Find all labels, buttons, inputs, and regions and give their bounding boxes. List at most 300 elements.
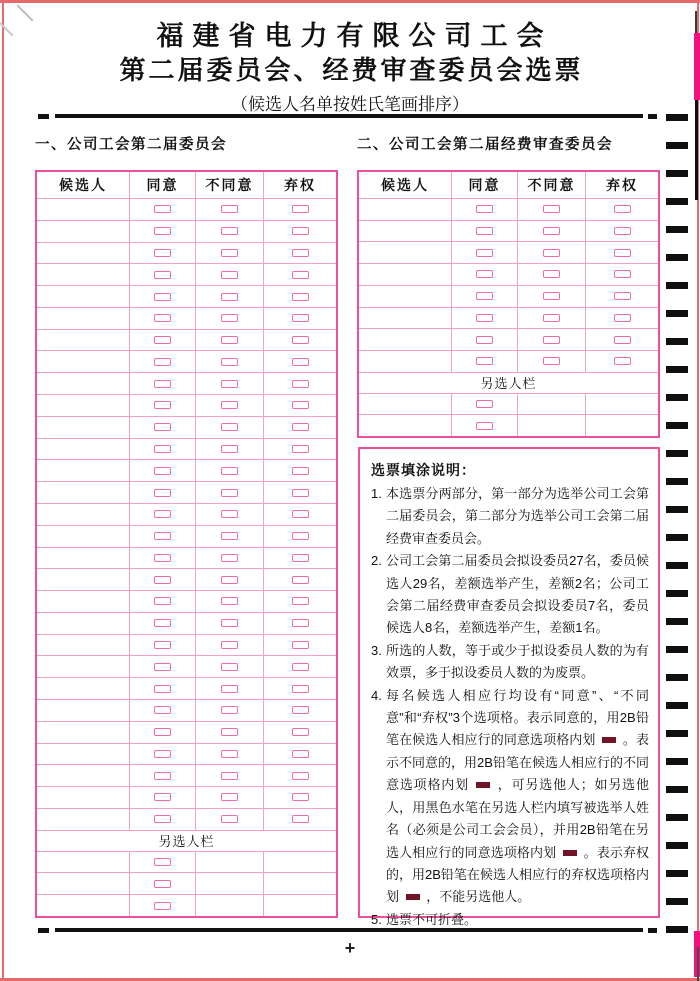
vote-box-abstain[interactable] (292, 205, 309, 213)
vote-box-disagree[interactable] (221, 401, 238, 409)
write-in-section-label: 另选人栏 (359, 373, 658, 394)
vote-box-abstain[interactable] (292, 510, 309, 518)
vote-box-agree[interactable] (476, 422, 493, 430)
section1-heading: 一、公司工会第二届委员会 (35, 137, 227, 153)
vote-option-cell (130, 722, 196, 743)
vote-option-cell (130, 351, 196, 372)
write-in-name-cell[interactable] (37, 895, 130, 916)
vote-box-agree[interactable] (154, 619, 171, 627)
ballot-title-line1: 福建省电力有限公司工会 (156, 21, 553, 51)
empty-cell (196, 895, 264, 916)
vote-option-cell (586, 242, 658, 263)
vote-option-cell (264, 526, 336, 547)
vote-box-agree[interactable] (154, 336, 171, 344)
vote-box-agree[interactable] (154, 772, 171, 780)
vote-box-abstain[interactable] (292, 380, 309, 388)
vote-option-cell (130, 678, 196, 699)
vote-box-abstain[interactable] (614, 314, 631, 322)
vote-box-agree[interactable] (154, 358, 171, 366)
instruction-text: 本选票分两部分，第一部分为选举公司工会第二届委员会，第二部分为选举公司工会第二届经费审查委员会。 (386, 486, 649, 546)
vote-option-cell (264, 656, 336, 677)
vote-option-cell (586, 286, 658, 307)
vote-box-abstain[interactable] (614, 227, 631, 235)
candidate-name-cell (37, 569, 130, 590)
candidate-row (37, 221, 336, 243)
vote-option-cell (518, 264, 586, 285)
vote-box-agree[interactable] (476, 227, 493, 235)
empty-cell (518, 394, 586, 415)
vote-box-agree[interactable] (154, 532, 171, 540)
candidate-row (37, 330, 336, 352)
vote-box-abstain[interactable] (614, 249, 631, 257)
separator-dash (38, 928, 49, 933)
candidate-row (37, 744, 336, 766)
vote-option-cell (196, 221, 264, 242)
vote-box-disagree[interactable] (543, 270, 560, 278)
vote-box-disagree[interactable] (221, 314, 238, 322)
vote-box-agree[interactable] (154, 271, 171, 279)
instruction-text: 所选的人数，等于或少于拟设委员人数的为有效票，多于拟设委员人数的为废票。 (386, 642, 649, 681)
instruction-text: 每名候选人相应行均设有“同意”、“不同意”和“弃权”3个选项格。表示同意的，用2B铅笔在候选人相应行的同意选项格内划 。表示不同意的，用2B铅笔在候选人相应行的不同意选项格内划 ，可另选他人；如另选他人，用黑色水笔在另选人栏内填写被选举人姓名（必须是公司工会会员），并用2B铅笔在另选人相应行的同意选项格内划 。表示弃权的，用2B铅笔在候选人相应行的弃权选项格内划 ，不能另选他人。 (386, 687, 649, 905)
vote-option-cell (130, 330, 196, 351)
vote-box-abstain[interactable] (292, 619, 309, 627)
vote-box-agree[interactable] (154, 489, 171, 497)
candidate-name-cell (37, 439, 130, 460)
vote-option-cell (130, 656, 196, 677)
vote-option-cell (130, 635, 196, 656)
instruction-number: 5. (371, 911, 382, 927)
vote-box-abstain[interactable] (292, 445, 309, 453)
candidate-name-cell (37, 330, 130, 351)
vote-option-cell (452, 415, 518, 436)
vote-box-agree[interactable] (154, 750, 171, 758)
candidate-name-cell (37, 700, 130, 721)
empty-cell (264, 852, 336, 873)
vote-option-cell (452, 199, 518, 220)
vote-box-agree[interactable] (476, 400, 493, 408)
vote-box-abstain[interactable] (614, 336, 631, 344)
vote-option-cell (196, 613, 264, 634)
binding-tear-marks (666, 114, 688, 940)
column-header: 弃权 (606, 177, 638, 193)
vote-box-abstain[interactable] (292, 772, 309, 780)
candidate-row (37, 635, 336, 657)
candidate-row (359, 199, 658, 221)
candidate-name-cell (37, 351, 130, 372)
vote-option-cell (130, 460, 196, 481)
column-header: 不同意 (196, 172, 264, 198)
candidate-row (37, 591, 336, 613)
vote-option-cell (452, 242, 518, 263)
candidate-row (359, 221, 658, 243)
candidate-row (37, 373, 336, 395)
vote-box-abstain[interactable] (292, 467, 309, 475)
vote-box-abstain[interactable] (292, 358, 309, 366)
write-in-row (37, 895, 336, 916)
vote-box-disagree[interactable] (543, 357, 560, 365)
ballot-title-line2: 第二届委员会、经费审查委员会选票 (119, 55, 584, 85)
instructions-panel (358, 447, 660, 927)
vote-box-abstain[interactable] (292, 249, 309, 257)
filled-mark-icon (563, 850, 577, 856)
vote-box-abstain[interactable] (292, 815, 309, 823)
vote-box-agree[interactable] (154, 249, 171, 257)
vote-box-disagree[interactable] (221, 619, 238, 627)
vote-box-disagree[interactable] (221, 467, 238, 475)
vote-option-cell (196, 591, 264, 612)
vote-option-cell (130, 873, 196, 894)
vote-option-cell (452, 329, 518, 350)
instruction-number: 1. (371, 486, 382, 501)
candidate-row (37, 722, 336, 744)
vote-option-cell (130, 395, 196, 416)
committee-vote-table (35, 170, 338, 918)
candidate-row (37, 700, 336, 722)
vote-box-abstain[interactable] (292, 314, 309, 322)
vote-option-cell (264, 395, 336, 416)
vote-box-agree[interactable] (154, 554, 171, 562)
vote-option-cell (196, 351, 264, 372)
separator-line (55, 114, 643, 118)
vote-option-cell (196, 656, 264, 677)
candidate-name-cell (37, 504, 130, 525)
vote-box-agree[interactable] (154, 597, 171, 605)
vote-box-disagree[interactable] (221, 249, 238, 257)
vote-option-cell (196, 787, 264, 808)
vote-option-cell (452, 308, 518, 329)
empty-cell (196, 852, 264, 873)
candidate-row (37, 526, 336, 548)
vote-box-abstain[interactable] (292, 532, 309, 540)
vote-box-abstain[interactable] (292, 576, 309, 584)
instruction-text: 公司工会第二届委员会拟设委员27名，委员候选人29名，差额选举产生，差额2名；公司工会第二届经费审查委员会拟设委员7名，委员候选人8名，差额选举产生，差额1名。 (386, 553, 649, 636)
candidate-name-cell (359, 264, 452, 285)
vote-box-abstain[interactable] (614, 357, 631, 365)
instructions-list (371, 483, 649, 931)
vote-box-disagree[interactable] (221, 706, 238, 714)
vote-option-cell (196, 439, 264, 460)
vote-box-agree[interactable] (154, 815, 171, 823)
vote-box-agree[interactable] (476, 336, 493, 344)
vote-box-agree[interactable] (154, 902, 171, 910)
write-in-name-cell[interactable] (359, 394, 452, 415)
vote-box-agree[interactable] (154, 793, 171, 801)
vote-box-abstain[interactable] (292, 663, 309, 671)
vote-box-disagree[interactable] (221, 271, 238, 279)
vote-box-abstain[interactable] (292, 271, 309, 279)
vote-box-disagree[interactable] (543, 249, 560, 257)
candidate-row (37, 243, 336, 265)
vote-box-disagree[interactable] (543, 314, 560, 322)
vote-box-disagree[interactable] (221, 772, 238, 780)
column-header: 弃权 (284, 177, 316, 193)
vote-option-cell (264, 308, 336, 329)
instruction-text: 选票不可折叠。 (386, 911, 478, 927)
vote-option-cell (452, 394, 518, 415)
candidate-name-cell (359, 308, 452, 329)
candidate-row (37, 264, 336, 286)
empty-cell (264, 873, 336, 894)
vote-box-disagree[interactable] (543, 336, 560, 344)
vote-box-abstain[interactable] (614, 270, 631, 278)
vote-box-disagree[interactable] (221, 336, 238, 344)
vote-option-cell (586, 329, 658, 350)
vote-box-agree[interactable] (476, 249, 493, 257)
vote-option-cell (130, 199, 196, 220)
vote-option-cell (196, 330, 264, 351)
vote-box-agree[interactable] (154, 706, 171, 714)
vote-box-agree[interactable] (154, 467, 171, 475)
vote-option-cell (264, 613, 336, 634)
vote-box-abstain[interactable] (292, 336, 309, 344)
candidate-row (37, 395, 336, 417)
candidate-row (37, 417, 336, 439)
vote-box-agree[interactable] (476, 205, 493, 213)
vote-box-abstain[interactable] (292, 554, 309, 562)
vote-box-disagree[interactable] (543, 227, 560, 235)
vote-option-cell (264, 482, 336, 503)
vote-box-disagree[interactable] (221, 576, 238, 584)
vote-option-cell (518, 286, 586, 307)
vote-option-cell (130, 744, 196, 765)
vote-option-cell (518, 329, 586, 350)
empty-cell (196, 873, 264, 894)
instructions-title: 选票填涂说明： (371, 462, 476, 478)
vote-box-disagree[interactable] (221, 510, 238, 518)
instruction-item (371, 640, 649, 685)
vote-box-disagree[interactable] (221, 293, 238, 301)
vote-box-agree[interactable] (154, 858, 171, 866)
candidate-name-cell (37, 373, 130, 394)
vote-option-cell (196, 417, 264, 438)
vote-box-abstain[interactable] (292, 706, 309, 714)
empty-cell (264, 895, 336, 916)
vote-option-cell (196, 460, 264, 481)
write-in-name-cell[interactable] (359, 415, 452, 436)
vote-box-agree[interactable] (154, 663, 171, 671)
vote-option-cell (196, 635, 264, 656)
vote-box-disagree[interactable] (221, 227, 238, 235)
section2-heading: 二、公司工会第二届经费审查委员会 (357, 137, 613, 153)
candidate-name-cell (37, 460, 130, 481)
candidate-name-cell (37, 199, 130, 220)
vote-option-cell (130, 569, 196, 590)
vote-option-cell (130, 439, 196, 460)
vote-box-abstain[interactable] (292, 489, 309, 497)
vote-box-abstain[interactable] (292, 750, 309, 758)
write-in-row (37, 873, 336, 895)
vote-box-disagree[interactable] (221, 750, 238, 758)
vote-box-disagree[interactable] (221, 380, 238, 388)
vote-option-cell (130, 895, 196, 916)
vote-option-cell (130, 264, 196, 285)
candidate-name-cell (37, 526, 130, 547)
candidate-row (37, 504, 336, 526)
vote-box-disagree[interactable] (221, 423, 238, 431)
candidate-name-cell (37, 221, 130, 242)
vote-box-disagree[interactable] (221, 554, 238, 562)
candidate-row (359, 264, 658, 286)
vote-box-agree[interactable] (154, 445, 171, 453)
candidate-row (359, 329, 658, 351)
vote-box-agree[interactable] (154, 641, 171, 649)
vote-option-cell (130, 548, 196, 569)
vote-box-abstain[interactable] (292, 728, 309, 736)
vote-option-cell (130, 286, 196, 307)
vote-box-disagree[interactable] (543, 292, 560, 300)
vote-box-disagree[interactable] (221, 728, 238, 736)
separator-dash (648, 928, 657, 933)
vote-box-disagree[interactable] (221, 685, 238, 693)
candidate-row (37, 351, 336, 373)
vote-box-disagree[interactable] (221, 445, 238, 453)
vote-box-disagree[interactable] (221, 663, 238, 671)
empty-cell (518, 415, 586, 436)
vote-option-cell (264, 548, 336, 569)
vote-option-cell (196, 526, 264, 547)
candidate-name-cell (359, 351, 452, 372)
vote-box-disagree[interactable] (221, 532, 238, 540)
vote-box-abstain[interactable] (292, 685, 309, 693)
audit-committee-vote-table (357, 170, 660, 438)
filled-mark-icon (406, 894, 420, 900)
vote-option-cell (264, 722, 336, 743)
vote-option-cell (452, 351, 518, 372)
vote-box-disagree[interactable] (221, 358, 238, 366)
column-header: 同意 (130, 172, 196, 198)
vote-option-cell (586, 221, 658, 242)
vote-option-cell (264, 199, 336, 220)
candidate-name-cell (37, 656, 130, 677)
vote-option-cell (196, 678, 264, 699)
write-in-row (37, 852, 336, 874)
vote-option-cell (130, 852, 196, 873)
vote-option-cell (196, 722, 264, 743)
vote-option-cell (264, 809, 336, 830)
vote-box-abstain[interactable] (292, 401, 309, 409)
candidate-name-cell (37, 482, 130, 503)
vote-box-agree[interactable] (154, 380, 171, 388)
vote-option-cell (130, 526, 196, 547)
vote-box-abstain[interactable] (614, 205, 631, 213)
vote-option-cell (452, 264, 518, 285)
vote-option-cell (130, 809, 196, 830)
vote-option-cell (264, 787, 336, 808)
vote-option-cell (196, 482, 264, 503)
vote-option-cell (452, 286, 518, 307)
candidate-name-cell (37, 613, 130, 634)
candidate-row (359, 308, 658, 330)
vote-box-abstain[interactable] (292, 293, 309, 301)
vote-option-cell (518, 221, 586, 242)
candidate-name-cell (359, 329, 452, 350)
vote-option-cell (196, 700, 264, 721)
vote-box-agree[interactable] (154, 880, 171, 888)
vote-box-agree[interactable] (154, 401, 171, 409)
vote-box-disagree[interactable] (221, 489, 238, 497)
candidate-row (37, 613, 336, 635)
write-in-section-label: 另选人栏 (37, 831, 336, 852)
write-in-name-cell[interactable] (37, 873, 130, 894)
vote-box-agree[interactable] (154, 314, 171, 322)
vote-option-cell (264, 744, 336, 765)
candidate-row (37, 439, 336, 461)
candidate-name-cell (37, 548, 130, 569)
vote-option-cell (586, 264, 658, 285)
vote-option-cell (130, 243, 196, 264)
vote-box-agree[interactable] (154, 576, 171, 584)
table-header-row (359, 172, 658, 199)
vote-option-cell (130, 308, 196, 329)
vote-box-agree[interactable] (154, 728, 171, 736)
vote-box-disagree[interactable] (221, 597, 238, 605)
vote-box-abstain[interactable] (292, 597, 309, 605)
vote-option-cell (264, 678, 336, 699)
vote-box-agree[interactable] (476, 270, 493, 278)
vote-box-disagree[interactable] (221, 793, 238, 801)
vote-option-cell (264, 264, 336, 285)
candidate-row (359, 351, 658, 373)
vote-box-agree[interactable] (154, 510, 171, 518)
vote-box-agree[interactable] (154, 205, 171, 213)
vote-box-disagree[interactable] (221, 205, 238, 213)
candidate-name-cell (37, 243, 130, 264)
vote-box-agree[interactable] (154, 227, 171, 235)
vote-option-cell (264, 221, 336, 242)
write-in-name-cell[interactable] (37, 852, 130, 873)
vote-box-agree[interactable] (476, 357, 493, 365)
vote-option-cell (518, 242, 586, 263)
vote-option-cell (196, 765, 264, 786)
vote-option-cell (452, 221, 518, 242)
vote-option-cell (196, 809, 264, 830)
vote-box-abstain[interactable] (292, 793, 309, 801)
vote-option-cell (264, 635, 336, 656)
vote-box-agree[interactable] (154, 423, 171, 431)
candidate-name-cell (359, 221, 452, 242)
vote-box-disagree[interactable] (221, 641, 238, 649)
instruction-number: 4. (371, 687, 382, 703)
vote-option-cell (264, 460, 336, 481)
vote-box-abstain[interactable] (614, 292, 631, 300)
candidate-row (37, 199, 336, 221)
vote-box-disagree[interactable] (221, 815, 238, 823)
vote-box-abstain[interactable] (292, 227, 309, 235)
vote-option-cell (196, 504, 264, 525)
vote-box-agree[interactable] (154, 293, 171, 301)
write-in-row (359, 415, 658, 436)
vote-option-cell (130, 373, 196, 394)
instruction-number: 2. (371, 553, 382, 569)
candidate-row (37, 787, 336, 809)
vote-box-abstain[interactable] (292, 423, 309, 431)
candidate-name-cell (37, 264, 130, 285)
vote-option-cell (264, 417, 336, 438)
vote-box-agree[interactable] (154, 685, 171, 693)
filled-mark-icon (476, 782, 490, 788)
vote-option-cell (264, 504, 336, 525)
vote-box-abstain[interactable] (292, 641, 309, 649)
vote-box-agree[interactable] (476, 292, 493, 300)
vote-option-cell (196, 199, 264, 220)
column-header: 不同意 (518, 172, 586, 198)
instruction-item (371, 550, 649, 640)
vote-option-cell (196, 308, 264, 329)
column-header: 同意 (452, 172, 518, 198)
vote-box-disagree[interactable] (543, 205, 560, 213)
candidate-name-cell (359, 199, 452, 220)
vote-box-agree[interactable] (476, 314, 493, 322)
